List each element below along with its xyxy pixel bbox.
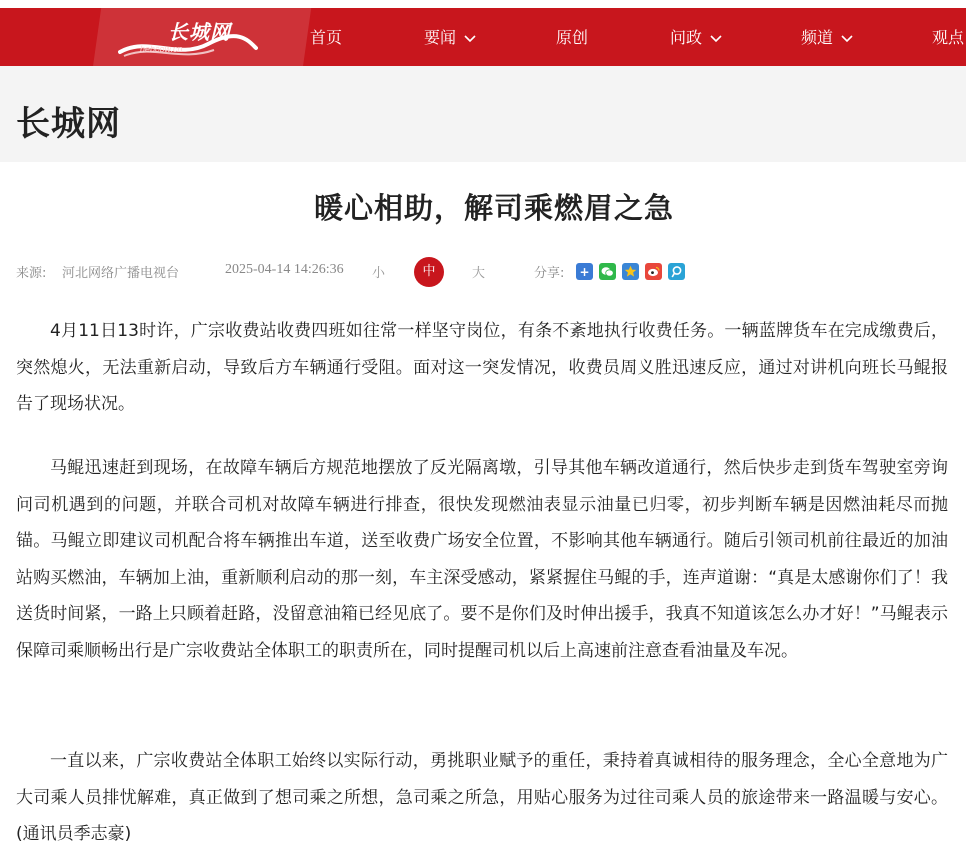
chevron-down-icon [709,34,723,44]
font-size-small-button[interactable]: 小 [372,266,386,281]
font-size-medium-button[interactable]: 中 [414,257,444,287]
nav-item-label: 首页 [310,28,343,47]
site-title: 长城网 [16,104,121,144]
nav-item-home[interactable] [310,28,342,48]
article-paragraph: 一直以来，广宗收费站全体职工始终以实际行动，勇挑职业赋予的重任，秉持着真诚相待的服务理念，全心全意地为广大司乘人员排忧解难，真正做到了想司乘之所想，急司乘之所急，用贴心服务为过往司乘人员的旅途带来一路温暖与安心。 (通讯员季志豪) [16,751,948,844]
qzone-icon[interactable] [622,263,639,280]
chevron-down-icon [840,34,854,44]
wechat-icon[interactable] [599,263,616,280]
article-source: 河北网络广播电视台 [62,266,180,281]
logo-domain: hebcow.cn [140,44,183,54]
nav-item-label: 问政 [670,28,703,47]
nav-item-channels[interactable] [801,28,854,48]
nav-item-label: 原创 [556,28,589,47]
site-title-band [0,66,966,162]
article-paragraph: 马鲲迅速赶到现场，在故障车辆后方规范地摆放了反光隔离墩，引导其他车辆改道通行，然后快步走到货车驾驶室旁询问司机遇到的问题，并联合司机对故障车辆进行排查，很快发现燃油表显示油量已归零，初步判断车辆是因燃油耗尽而抛锚。马鲲立即建议司机配合将车辆推出车道，送至收费广场安全位置，不影响其他车辆通行。随后引领司机前往最近的加油站购买燃油，车辆加上油，重新顺利启动的那一刻，车主深受感动，紧紧握住马鲲的手，连声道谢：“真是太感谢你们了！我送货时间紧，一路上只顾着赶路，没留意油箱已经见底了。要不是你们及时伸出援手，我真不知道该怎么办才好！”马鲲表示保障司乘顺畅出行是广宗收费站全体职工的职责所在，同时提醒司机以后上高速前注意查看油量及车况。 [16,458,948,661]
nav-item-original[interactable] [556,28,588,48]
nav-item-label: 观点 [932,28,965,47]
logo-text: 长城网 [168,20,231,44]
article-paragraph: 4月11日13时许，广宗收费站收费四班如往常一样坚守岗位，有条不紊地执行收费任务。一辆蓝牌货车在完成缴费后，突然熄火，无法重新启动，导致后方车辆通行受阻。面对这一突发情况，收费员周义胜迅速反应，通过对讲机向班长马鲲报告了现场状况。 [16,321,948,414]
nav-item-news[interactable] [424,28,477,48]
weibo-icon[interactable] [645,263,662,280]
more-share-icon[interactable]: + [576,263,593,280]
article-title: 暖心相助，解司乘燃眉之急 [313,191,674,225]
nav-item-label: 频道 [801,28,834,47]
chevron-down-icon [463,34,477,44]
top-nav-bar [0,8,966,66]
nav-item-inquiry[interactable] [670,28,723,48]
nav-item-label: 要闻 [424,28,457,47]
tencent-weibo-icon[interactable] [668,263,685,280]
site-logo[interactable] [118,14,268,60]
source-label: 来源: [16,266,47,281]
font-size-large-button[interactable]: 大 [472,266,486,281]
nav-item-opinion[interactable] [932,28,964,48]
article-datetime: 2025-04-14 14:26:36 [225,262,344,277]
share-label: 分享: [534,266,565,281]
